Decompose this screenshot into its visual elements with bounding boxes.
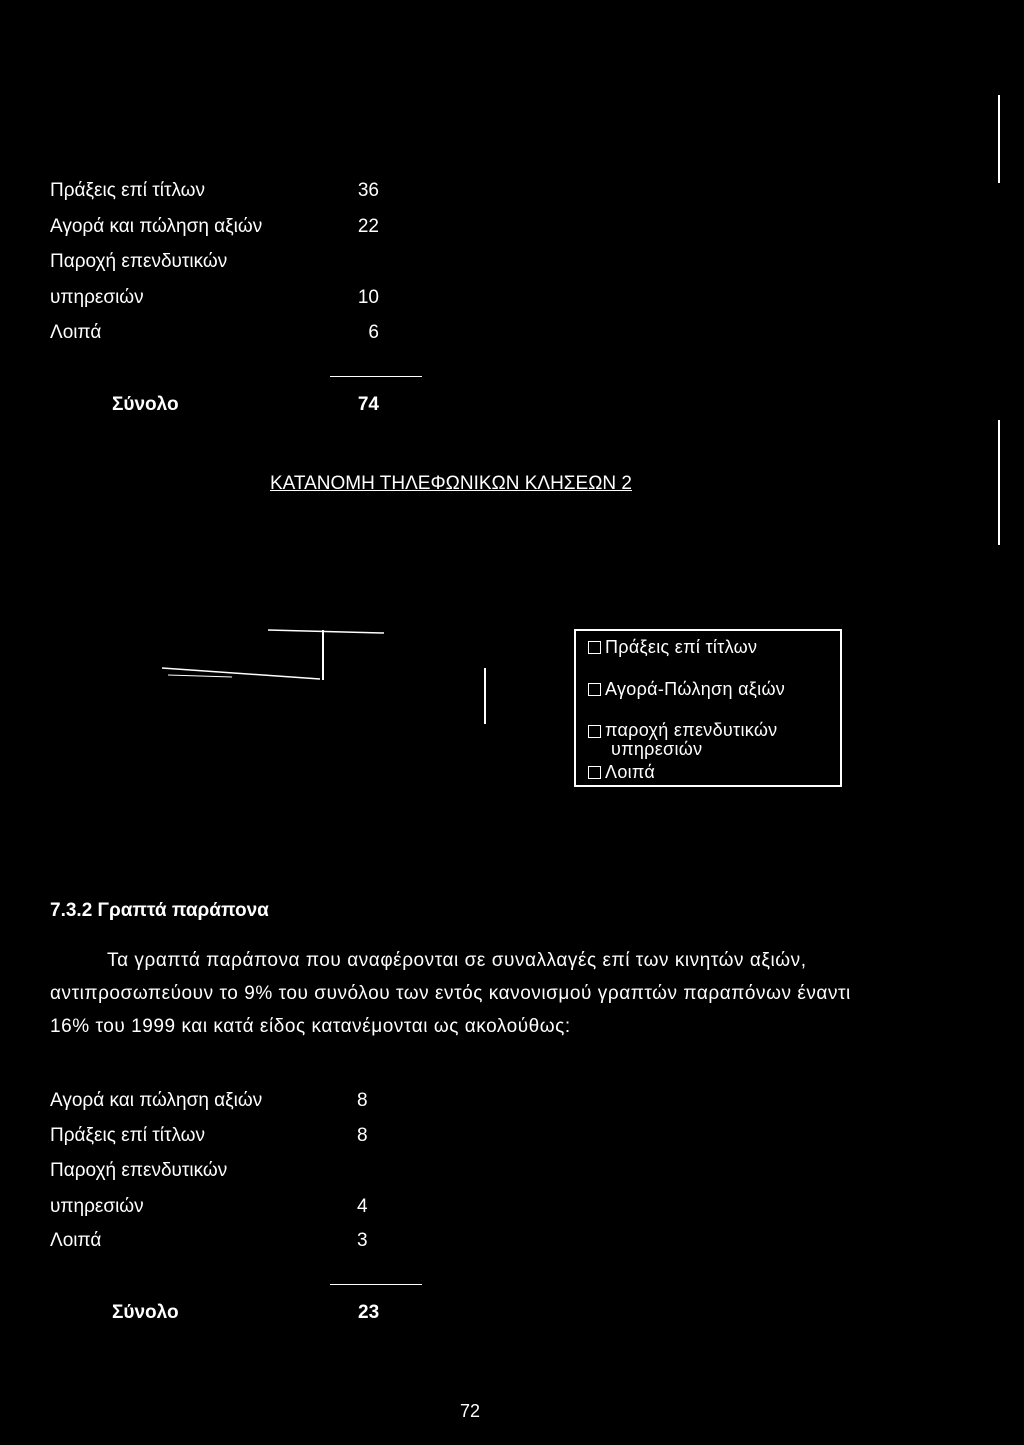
legend-label: Αγορά-Πώληση αξιών <box>605 679 786 699</box>
table2-row-value: 8 <box>357 1090 368 1111</box>
legend-label: Λοιπά <box>605 762 656 782</box>
legend-label: Πράξεις επί τίτλων <box>605 637 758 657</box>
legend-swatch-icon <box>588 641 601 654</box>
table1-row-label: Πράξεις επί τίτλων <box>50 180 206 201</box>
table1-total-label: Σύνολο <box>112 394 179 415</box>
page-number: 72 <box>460 1401 481 1421</box>
legend-swatch-icon <box>588 725 601 738</box>
chart-legend <box>574 629 842 787</box>
table2-row-value: 3 <box>357 1230 368 1251</box>
chart-title: ΚΑΤΑΝΟΜΗ ΤΗΛΕΦΩΝΙΚΩΝ ΚΛΗΣΕΩΝ 2 <box>270 473 632 494</box>
legend-swatch-icon <box>588 683 601 696</box>
table1-row-value: 36 <box>357 180 379 201</box>
legend-item <box>588 637 757 657</box>
table2-row-value: 4 <box>357 1196 368 1217</box>
table2-row-label: Παροχή επενδυτικών <box>50 1160 228 1181</box>
legend-item <box>588 762 655 782</box>
table2-total-value: 23 <box>358 1302 380 1323</box>
section-heading: 7.3.2 Γραπτά παράπονα <box>50 900 269 921</box>
table1-row-value: 6 <box>368 322 379 343</box>
table2-row-value: 8 <box>357 1125 368 1146</box>
legend-item <box>588 679 785 699</box>
legend-item <box>588 721 777 759</box>
table1-row-value: 22 <box>357 216 379 237</box>
pie-remnants <box>162 630 485 724</box>
table1-row-label: υπηρεσιών <box>50 287 144 308</box>
legend-label: υπηρεσιών <box>611 739 703 759</box>
table1-row-value: 10 <box>357 287 379 308</box>
table1-row-label: Αγορά και πώληση αξιών <box>50 216 263 237</box>
table1-row-label: Λοιπά <box>50 322 102 343</box>
table1-total-value: 74 <box>357 394 379 415</box>
table2-row-label: Πράξεις επί τίτλων <box>50 1125 206 1146</box>
table1-row-label: Παροχή επενδυτικών <box>50 251 228 272</box>
legend-label: παροχή επενδυτικών <box>605 720 778 740</box>
paragraph-line: αντιπροσωπεύουν το 9% του συνόλου των εντός κανονισμού γραπτών παραπόνων έναντι <box>50 983 851 1004</box>
table2-row-label: υπηρεσιών <box>50 1196 144 1217</box>
table2-row-label: Αγορά και πώληση αξιών <box>50 1090 263 1111</box>
legend-swatch-icon <box>588 766 601 779</box>
total-divider <box>330 1284 422 1285</box>
table2-total-label: Σύνολο <box>112 1302 179 1323</box>
paragraph-line: 16% του 1999 και κατά είδος κατανέμονται ως ακολούθως: <box>50 1016 571 1037</box>
table2-row-label: Λοιπά <box>50 1230 102 1251</box>
paragraph-line: Τα γραπτά παράπονα που αναφέρονται σε συναλλαγές επί των κινητών αξιών, <box>107 950 807 971</box>
